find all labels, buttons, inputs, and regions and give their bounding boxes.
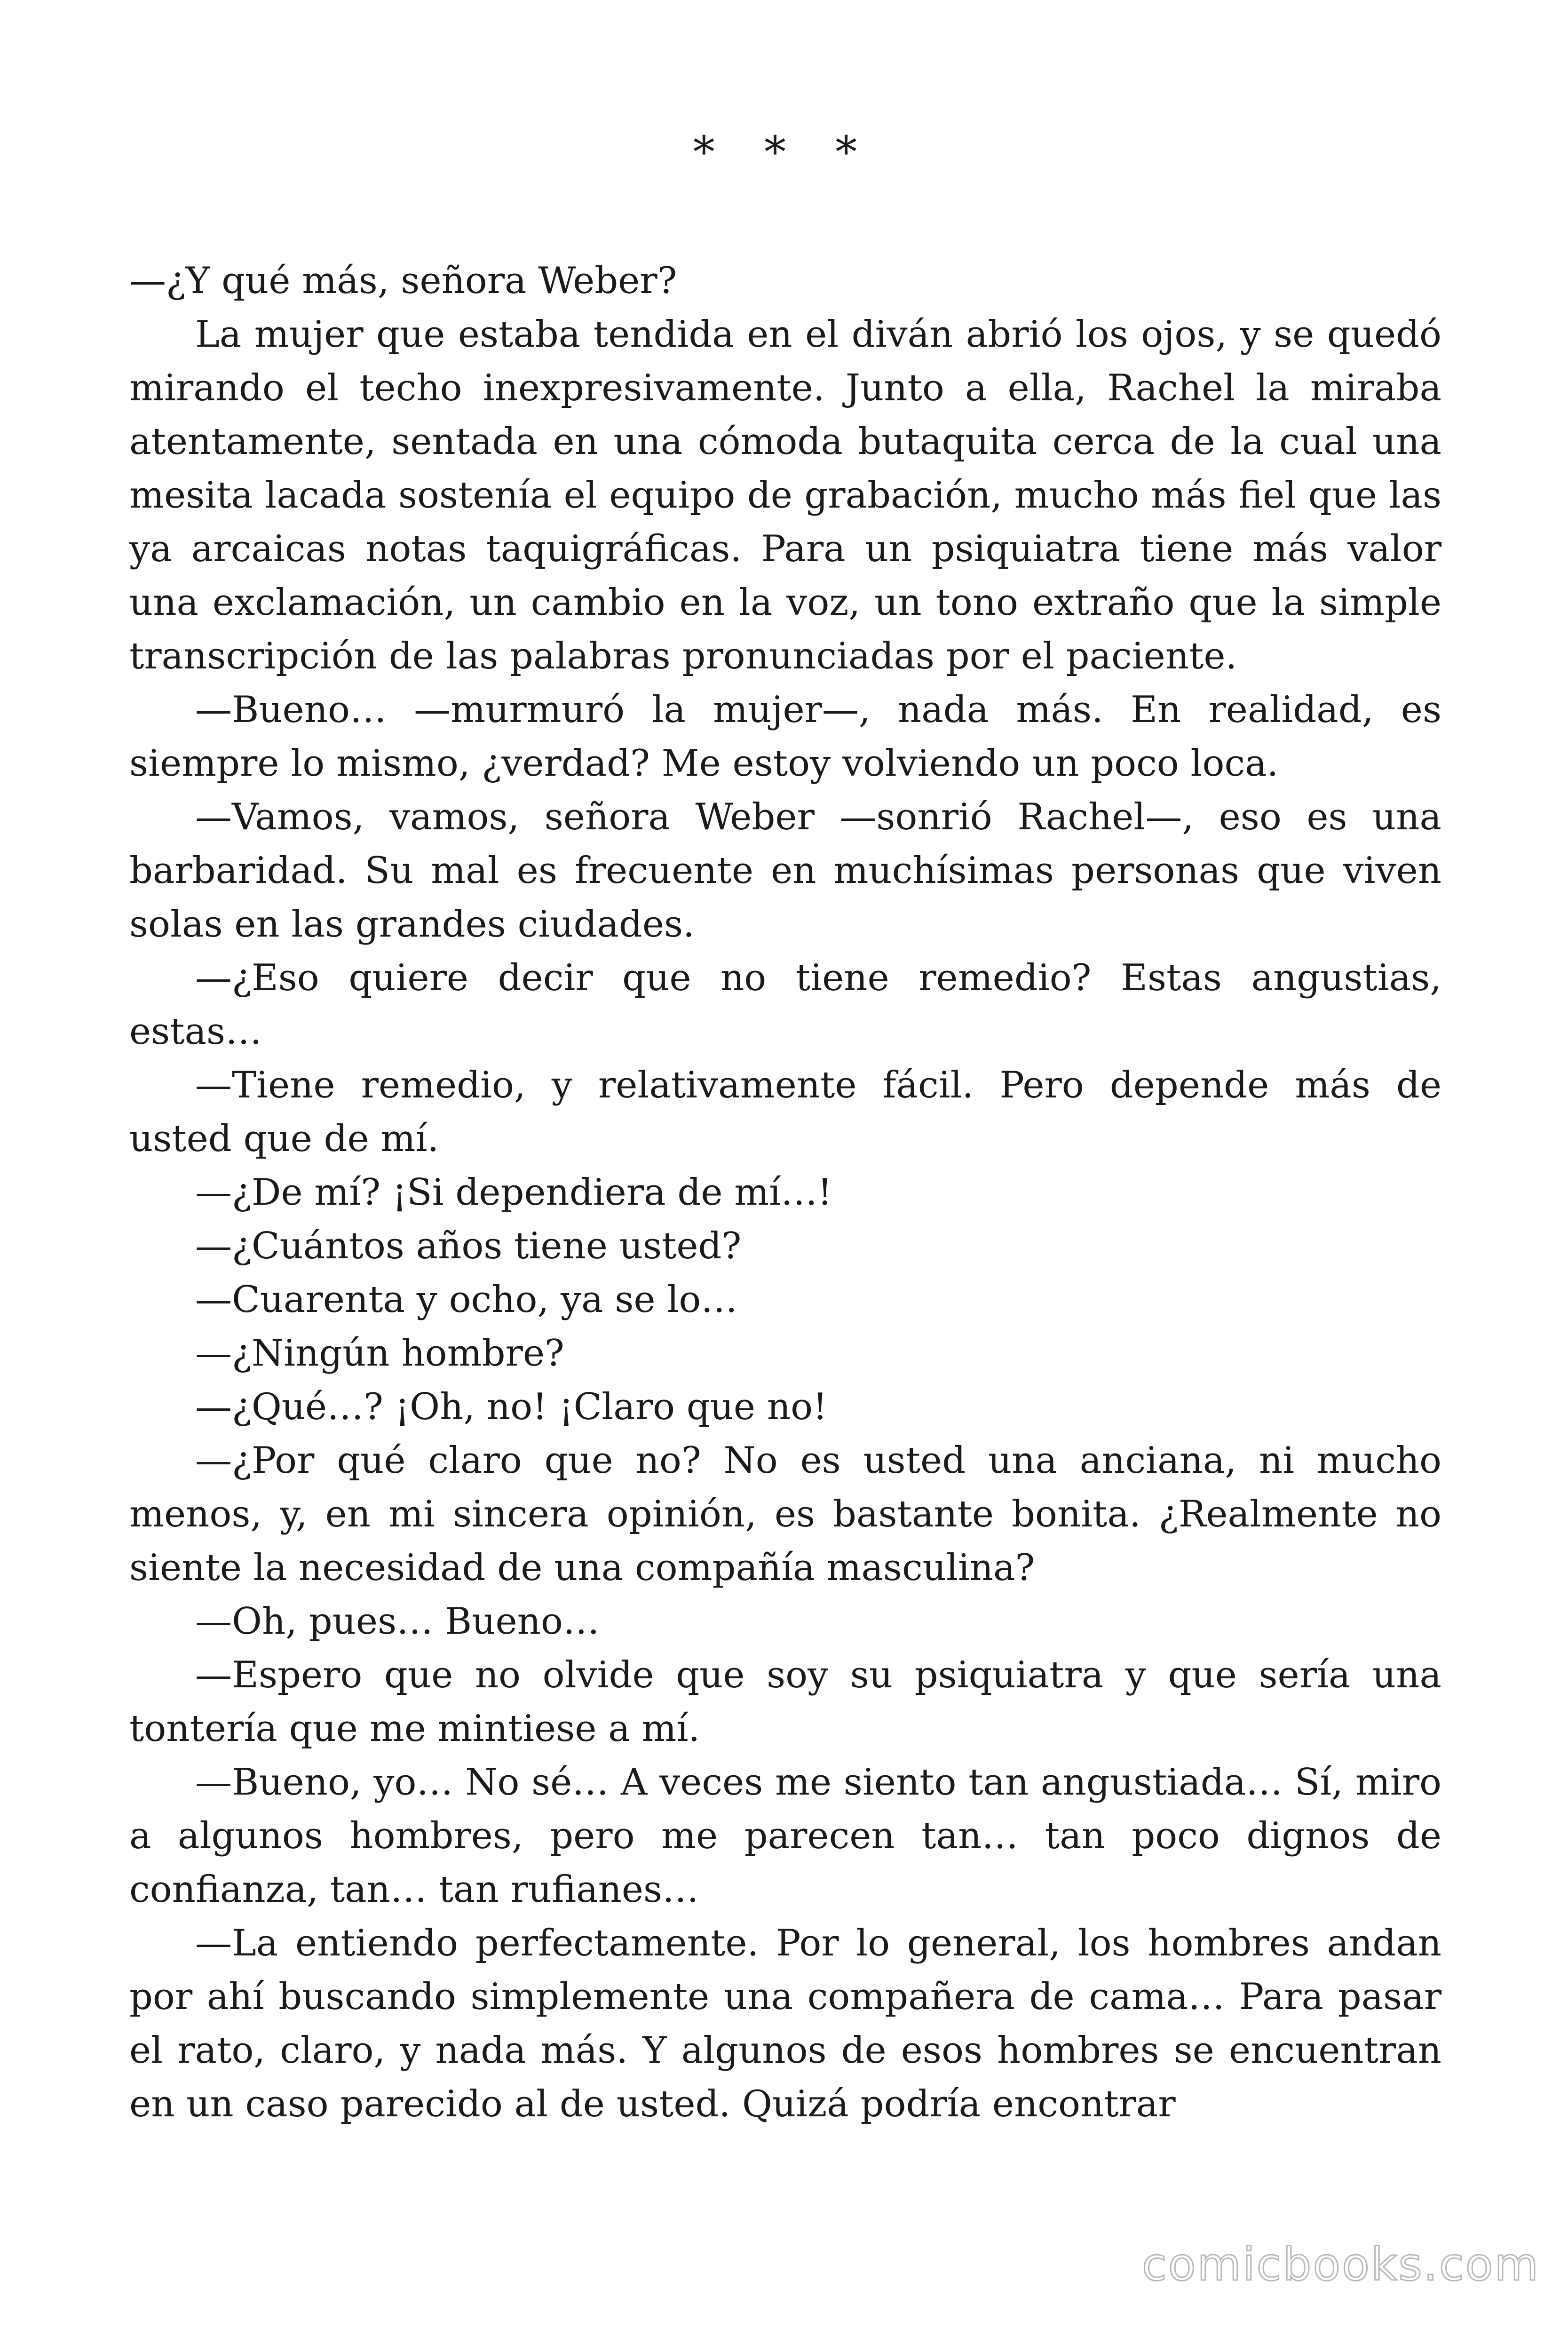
paragraph: —¿Qué…? ¡Oh, no! ¡Claro que no! bbox=[195, 1386, 828, 1428]
paragraph: La mujer que estaba tendida en el diván abrió los ojos, y se quedó mirando el techo inexpresivamente. Junto a ella, Rachel la miraba atentamente, sentada en una cómoda butaquita cerca de la cual una mesita lacada sostenía el equipo de grabación, mucho más fiel que las ya arcaicas notas taquigráficas. Para un psiquiatra tiene más valor una exclamación, un cambio en la voz, un tono extraño que la simple transcripción de las palabras pronunciadas por el paciente. bbox=[129, 313, 1441, 677]
paragraph: —¿De mí? ¡Si dependiera de mí…! bbox=[195, 1171, 832, 1214]
paragraph: —Cuarenta y ocho, ya se lo… bbox=[195, 1279, 738, 1321]
watermark: comicbooks.com bbox=[1141, 2238, 1540, 2291]
paragraph: —¿Cuántos años tiene usted? bbox=[195, 1225, 742, 1267]
paragraph: —Bueno… —murmuró la mujer—, nada más. En realidad, es siempre lo mismo, ¿verdad? Me estoy volviendo un poco loca. bbox=[129, 689, 1441, 785]
section-separator: * * * bbox=[693, 127, 875, 177]
paragraph: —Vamos, vamos, señora Weber —sonrió Rachel—, eso es una barbaridad. Su mal es frecuente en muchísimas personas que viven solas en las grandes ciudades. bbox=[129, 796, 1441, 946]
paragraph: —¿Eso quiere decir que no tiene remedio? Estas angustias, estas… bbox=[129, 957, 1441, 1053]
paragraph: —¿Por qué claro que no? No es usted una anciana, ni mucho menos, y, en mi sincera opinión, es bastante bonita. ¿Realmente no siente la necesidad de una compañía masculina? bbox=[129, 1439, 1441, 1589]
paragraph: —Bueno, yo… No sé… A veces me siento tan angustiada… Sí, miro a algunos hombres, pero me parecen tan… tan poco dignos de confianza, tan… tan rufianes… bbox=[129, 1761, 1441, 1911]
paragraph: —Espero que no olvide que soy su psiquiatra y que sería una tontería que me mintiese a mí. bbox=[129, 1654, 1441, 1750]
body-text bbox=[129, 254, 1441, 2131]
paragraph: —¿Y qué más, señora Weber? bbox=[129, 260, 677, 302]
paragraph: —¿Ningún hombre? bbox=[195, 1332, 564, 1375]
paragraph: —La entiendo perfectamente. Por lo general, los hombres andan por ahí buscando simplemente una compañera de cama… Para pasar el rato, claro, y nada más. Y algunos de esos hombres se encuentran en un caso parecido al de usted. Quizá podría encontrar bbox=[129, 1922, 1441, 2125]
paragraph: —Tiene remedio, y relativamente fácil. Pero depende más de usted que de mí. bbox=[129, 1064, 1441, 1160]
paragraph: —Oh, pues… Bueno… bbox=[195, 1600, 600, 1643]
